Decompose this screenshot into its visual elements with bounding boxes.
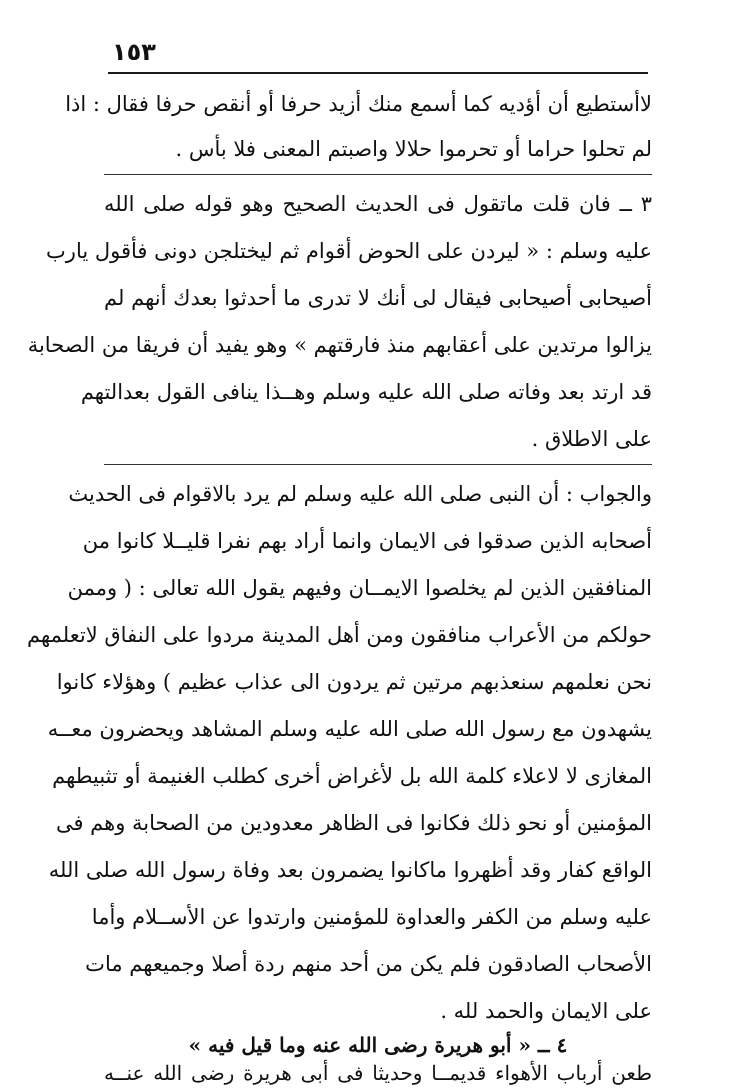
section-divider	[104, 464, 652, 465]
text-line: المؤمنين أو نحو ذلك فكانوا فى الظاهر معدودين من الصحابة وهم فى	[55, 811, 652, 835]
section-divider	[104, 174, 652, 175]
page-number: ١٥٣	[112, 38, 156, 66]
text-line: والجواب : أن النبى صلى الله عليه وسلم لم يرد بالاقوام فى الحديث	[68, 482, 652, 506]
text-line: لاأستطيع أن أؤديه كما أسمع منك أزيد حرفا أو أنقص حرفا فقال : اذا	[65, 92, 652, 116]
text-line: الأصحاب الصادقون فلم يكن من أحد منهم ردة أصلا وجميعهم مات	[85, 952, 652, 976]
text-line: لم تحلوا حراما أو تحرموا حلالا واصبتم المعنى فلا بأس .	[175, 137, 652, 161]
text-line: نحن نعلمهم سنعذبهم مرتين ثم يردون الى عذاب عظيم ) وهؤلاء كانوا	[56, 670, 652, 694]
text-line: قد ارتد بعد وفاته صلى الله عليه وسلم وهــذا ينافى القول بعدالتهم	[80, 380, 652, 404]
text-line: المغازى لا لاعلاء كلمة الله بل لأغراض أخرى كطلب الغنيمة أو تثبيطهم	[52, 764, 652, 788]
text-line: عليه وسلم : « ليردن على الحوض أقوام ثم ليختلجن دونى فأقول يارب	[46, 239, 652, 263]
text-line: طعن أرباب الأهواء قديمــا وحديثا فى أبى هريرة رضى الله عنــه	[104, 1061, 652, 1085]
text-line: أصيحابى أصيحابى فيقال لى أنك لا تدرى ما أحدثوا بعدك أنهم لم	[104, 286, 652, 310]
section-heading: ٤ ــ « أبو هريرة رضى الله عنه وما قيل فيه »	[188, 1033, 568, 1057]
text-line: أصحابه الذين صدقوا فى الايمان وانما أراد بهم نفرا قليــلا كانوا من	[82, 529, 652, 553]
text-line: عليه وسلم من الكفر والعداوة للمؤمنين وارتدوا عن الأســلام وأما	[91, 905, 652, 929]
text-line: على الاطلاق .	[531, 427, 652, 451]
header-rule	[108, 72, 648, 74]
text-line: يشهدون مع رسول الله صلى الله عليه وسلم المشاهد ويحضرون معــه	[47, 717, 652, 741]
text-line: على الايمان والحمد لله .	[440, 999, 652, 1023]
text-line: يزالوا مرتدين على أعقابهم منذ فارقتهم » وهو يفيد أن فريقا من الصحابة	[27, 333, 652, 357]
text-line: المنافقين الذين لم يخلصوا الايمــان وفيهم يقول الله تعالى : ( وممن	[67, 576, 652, 600]
text-line: حولكم من الأعراب منافقون ومن أهل المدينة مردوا على النفاق لاتعلمهم	[27, 623, 652, 647]
text-line: ٣ ــ فان قلت ماتقول فى الحديث الصحيح وهو قوله صلى الله	[104, 192, 652, 216]
text-line: الواقع كفار وقد أظهروا ماكانوا يضمرون بعد وفاة رسول الله صلى الله	[48, 858, 652, 882]
